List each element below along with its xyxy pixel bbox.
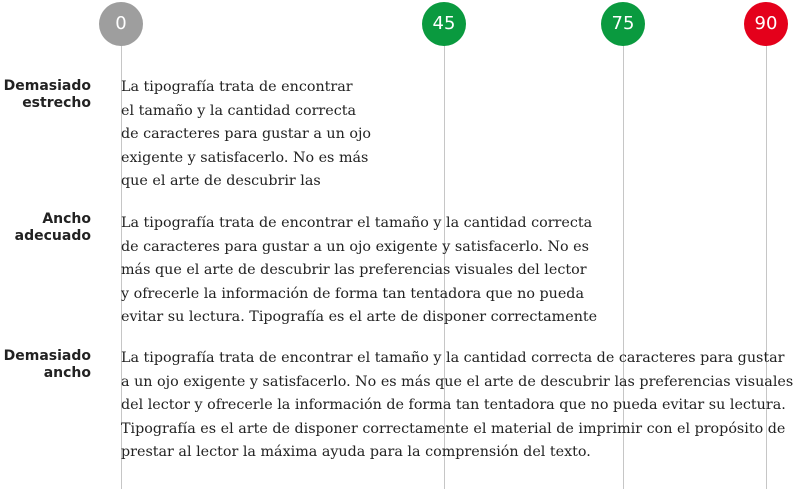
marker-0: 0: [99, 2, 143, 46]
sample-text-adequate: La tipografía trata de encontrar el tamaño y la cantidad correcta de caracteres para gustar a un ojo exigente y satisfacerlo. No es más que el arte de descubrir las preferencias visuales del lector y ofrecerle la información de forma tan tentadora que no pueda evitar su lectura. Tipografía es el arte de disponer correctamente: [121, 215, 598, 325]
row-label-too-narrow: Demasiado estrecho: [3, 78, 91, 111]
sample-text-too-narrow: La tipografía trata de encontrar el tamaño y la cantidad correcta de caracteres para gustar a un ojo exigente y satisfacerlo. No es más que el arte de descubrir las: [121, 79, 372, 189]
marker-75: 75: [601, 2, 645, 46]
marker-45: 45: [422, 2, 466, 46]
marker-90: 90: [744, 2, 788, 46]
row-label-too-wide: Demasiado ancho: [3, 348, 91, 381]
row-label-adequate: Ancho adecuado: [14, 211, 91, 244]
sample-text-too-wide: La tipografía trata de encontrar el tamaño y la cantidad correcta de caracteres para gustar a un ojo exigente y satisfacerlo. No es más que el arte de descubrir las preferencias visuales del lector y ofrecerle la información de forma tan tentadora que no pueda evitar su lectura. Tipografía es el arte de disponer correctamente el material de imprimir con el propósito de prestar al lector la máxima ayuda para la comprensión del texto.: [121, 350, 794, 460]
